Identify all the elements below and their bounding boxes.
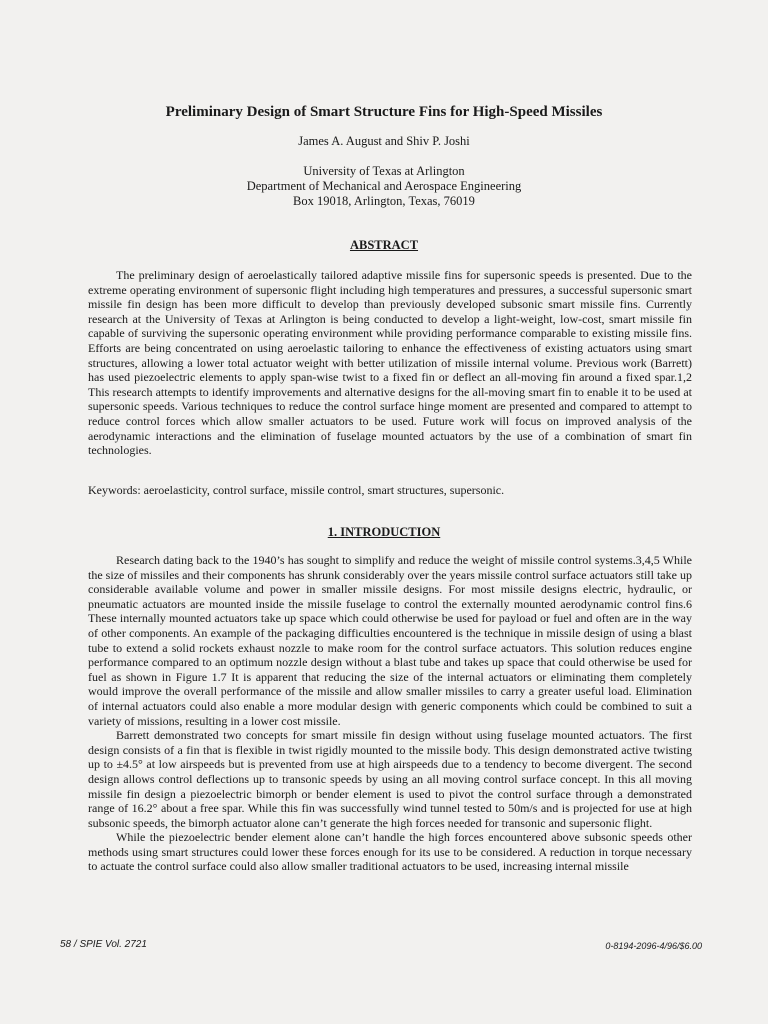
footer-volume: 58 / SPIE Vol. 2721 bbox=[60, 939, 147, 950]
affiliation-line: Box 19018, Arlington, Texas, 76019 bbox=[293, 194, 475, 208]
keywords-section bbox=[88, 483, 692, 498]
keywords-line: Keywords: aeroelasticity, control surface, missile control, smart structures, supersonic. bbox=[88, 483, 505, 497]
affiliation-line: Department of Mechanical and Aerospace Engineering bbox=[246, 179, 522, 193]
paper-authors: James A. August and Shiv P. Joshi bbox=[298, 134, 470, 148]
introduction-paragraph: Research dating back to the 1940’s has sought to simplify and reduce the weight of missile control systems.3,4,5 While the size of missiles and their components has shrunk considerably over the years missile control surface actuators still take up considerable available volume and power in smaller missile designs. For most missile designs electric, hydraulic, or pneumatic actuators are mounted inside the missile fuselage to control the externally mounted aerodynamic control fins.6 These internally mounted actuators take up space which could otherwise be used for payload or fuel and often are in the way of other components. An example of the packaging difficulties encountered is the technique in missile design of using a blast tube to extend a solid rockets exhaust nozzle to make room for the control surface actuators. This solution reduces engine performance compared to an optimum nozzle design without a blast tube and takes up space that could otherwise be used for fuel as shown in Figure 1.7 It is apparent that reducing the size of the internal actuators or eliminating them completely would improve the overall performance of the missile and allow smaller missiles to carry a greater useful load. Elimination of internal actuators could also enable a more modular design with generic components which could be combined to suit a variety of missions, resulting in a lower cost missile. bbox=[88, 553, 692, 728]
affiliation-block bbox=[0, 164, 768, 209]
paper-title: Preliminary Design of Smart Structure Fins for High-Speed Missiles bbox=[165, 104, 603, 120]
abstract-paragraph: The preliminary design of aeroelastically tailored adaptive missile fins for supersonic speeds is presented. Due to the extreme operating environment of supersonic flight including high temperatures and pressures, a successful supersonic smart missile fin design has been more difficult to develop than previously developed subsonic smart missile fins. Currently research at the University of Texas at Arlington is being conducted to develop a light-weight, low-cost, smart missile fin capable of surviving the supersonic operating environment while providing performance comparable to existing missile fins. Efforts are being concentrated on using aeroelastic tailoring to enhance the effectiveness of existing actuators using smart structures, allowing a lower total actuator weight with better utilization of missile internal volume. Previous work (Barrett) has used piezoelectric elements to apply span-wise twist to a fixed fin or deflect an all-moving fin around a fixed spar.1,2 This research attempts to identify improvements and alternative designs for the all-moving smart fin to enable it to be used at supersonic speeds. Various techniques to reduce the control surface hinge moment are presented and compared to attempt to reduce control forces which allow smaller actuators to be used. Future work will focus on improved analysis of the aerodynamic interactions and the elimination of fuselage mounted actuators by the use of a combination of smart fin technologies. bbox=[88, 268, 692, 458]
introduction-paragraph: Barrett demonstrated two concepts for smart missile fin design without using fuselage mounted actuators. The first design consists of a fin that is flexible in twist rigidly mounted to the missile body. This design demonstrated active twisting up to ±4.5° at low airspeeds but is prevented from use at high airspeeds due to a tendency to become divergent. The second design allows control deflections up to transonic speeds by using an all moving control surface concept. In this all moving missile fin design a piezoelectric bimorph or bender element is used to pivot the control surface through a demonstrated range of 16.2° about a free spar. While this fin was successfully wind tunnel tested to 50m/s and is projected for use at high subsonic speeds, the bimorph actuator alone can’t generate the high forces needed for transonic and supersonic flight. bbox=[88, 728, 692, 830]
footer-isbn: 0-8194-2096-4/96/$6.00 bbox=[605, 941, 702, 951]
introduction-section bbox=[88, 553, 692, 874]
introduction-heading: 1. INTRODUCTION bbox=[327, 525, 441, 539]
abstract-section bbox=[88, 268, 692, 458]
introduction-paragraph: While the piezoelectric bender element alone can’t handle the high forces encountered above subsonic speeds other methods using smart structures could lower these forces enough for its use to be considered. A reduction in torque necessary to actuate the control surface could also allow smaller traditional actuators to be used, increasing internal missile bbox=[88, 830, 692, 874]
abstract-heading: ABSTRACT bbox=[349, 238, 419, 252]
affiliation-line: University of Texas at Arlington bbox=[303, 164, 465, 178]
